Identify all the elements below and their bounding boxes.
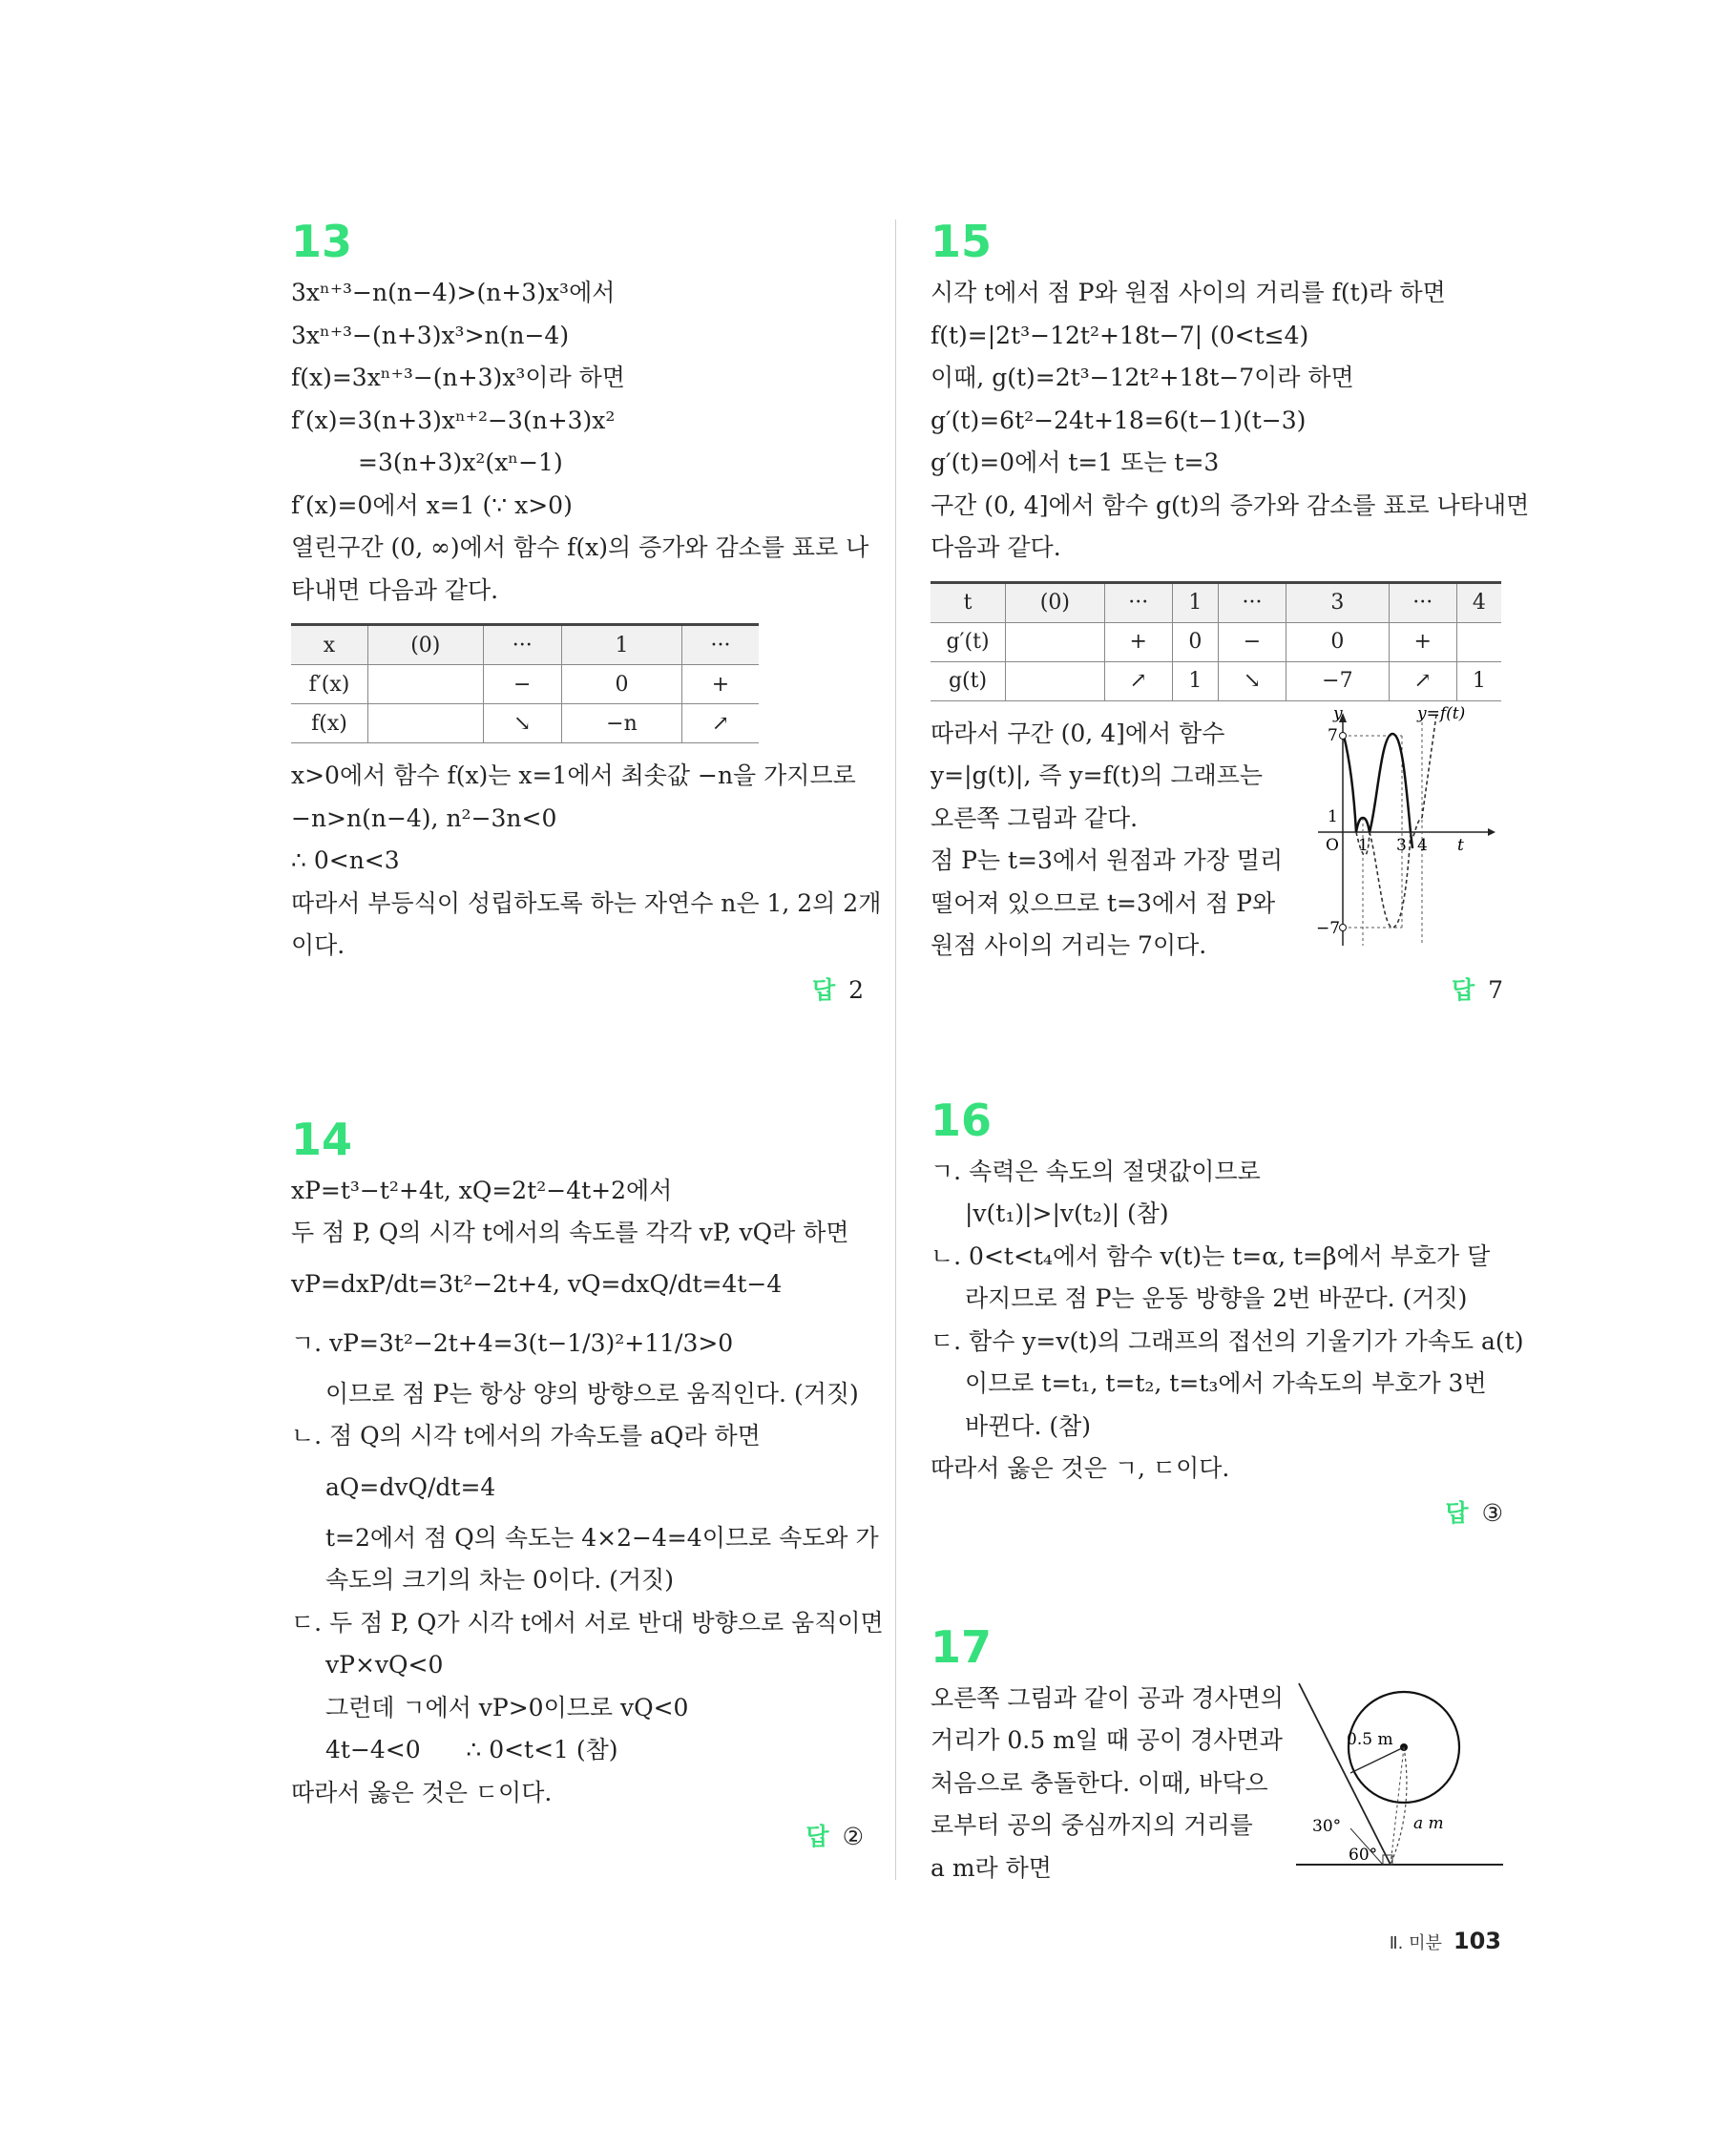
solution-line: x>0에서 함수 f(x)는 x=1에서 최솟값 −n을 가지므로 <box>291 762 856 789</box>
figure-label: 0.5 m <box>1347 1729 1393 1749</box>
solution-line: =3(n+3)x²(xⁿ−1) <box>358 449 563 476</box>
problem-15 <box>931 215 1530 1010</box>
solution-line: 떨어져 있으므로 t=3에서 점 P와 <box>931 888 1276 917</box>
graph-label: y <box>1333 704 1343 723</box>
solution-line: vP=dxP/dt=3t²−2t+4, vQ=dxQ/dt=4t−4 <box>291 1269 783 1298</box>
center-to-foot <box>1391 1747 1404 1865</box>
table-cell <box>1456 622 1501 661</box>
table-cell: + <box>1104 622 1172 661</box>
solution-line: 속도의 크기의 차는 0이다. (거짓) <box>325 1566 674 1594</box>
solution-line: g′(t)=0에서 t=1 또는 t=3 <box>931 449 1220 476</box>
table-cell <box>368 665 484 704</box>
variation-table <box>931 581 1501 701</box>
answer-label: 답 <box>805 1823 829 1850</box>
graph-label: 3 <box>1396 835 1407 855</box>
table-cell: 1 <box>1172 582 1218 622</box>
answer-value: 2 <box>848 975 864 1004</box>
figure-label: 60° <box>1349 1845 1378 1865</box>
table-cell: f(x) <box>291 704 368 743</box>
solution-line: ㄷ. 두 점 P, Q가 시각 t에서 서로 반대 방향으로 움직이면 <box>291 1608 884 1637</box>
table-cell: 0 <box>1286 622 1389 661</box>
table-cell: g′(t) <box>931 622 1006 661</box>
table-cell: g(t) <box>931 661 1006 700</box>
table-cell: x <box>291 625 368 665</box>
table-cell: ↗ <box>1104 661 1172 700</box>
table-cell: 1 <box>1172 661 1218 700</box>
solution-line: 따라서 옳은 것은 ㄱ, ㄷ이다. <box>931 1454 1230 1482</box>
table-cell: + <box>681 665 759 704</box>
table-cell <box>368 704 484 743</box>
solution-line: 3xⁿ⁺³−n(n−4)>(n+3)x³에서 <box>291 279 616 306</box>
solution-line: 거리가 0.5 m일 때 공이 경사면과 <box>931 1726 1283 1754</box>
page-footer <box>1390 1928 1501 1954</box>
graph-label: y=f(t) <box>1417 704 1466 723</box>
problem-number: 15 <box>931 216 993 267</box>
table-cell <box>1006 622 1105 661</box>
solution-line: 따라서 옳은 것은 ㄷ이다. <box>291 1778 553 1806</box>
page-number: 103 <box>1453 1928 1501 1954</box>
function-graph <box>1305 705 1505 953</box>
problem-number: 14 <box>291 1113 353 1165</box>
solution-line: 다음과 같다. <box>931 533 1061 561</box>
left-column <box>291 215 884 1856</box>
open-point <box>1340 924 1347 930</box>
answer-label: 답 <box>1445 1498 1469 1527</box>
solution-line: ㄱ. vP=3t²−2t+4=3(t−1/3)²+11/3>0 <box>291 1328 734 1357</box>
table-cell: 1 <box>561 625 681 665</box>
answer <box>931 1494 1503 1533</box>
solution-line: 구간 (0, 4]에서 함수 g(t)의 증가와 감소를 표로 나타내면 <box>931 490 1530 519</box>
solution-line: ㄴ. 0<t<t₄에서 함수 v(t)는 t=α, t=β에서 부호가 달 <box>931 1241 1491 1270</box>
solution-line: aQ=dvQ/dt=4 <box>325 1472 496 1501</box>
graph-dashed-tail <box>1422 715 1436 818</box>
solution-line: 열린구간 (0, ∞)에서 함수 f(x)의 증가와 감소를 표로 나 <box>291 533 869 561</box>
radius-line <box>1350 1747 1404 1773</box>
solution-line: 점 P는 t=3에서 원점과 가장 멀리 <box>931 846 1284 874</box>
solution-line: 처음으로 충돌한다. 이때, 바닥으 <box>931 1768 1268 1797</box>
table-cell: ··· <box>483 625 561 665</box>
graph-label: 4 <box>1417 835 1428 855</box>
solution-line: f′(x)=0에서 x=1 (∵ x>0) <box>291 490 573 519</box>
table-cell: 3 <box>1286 582 1389 622</box>
graph-label: −7 <box>1316 918 1341 938</box>
answer <box>291 971 864 1010</box>
solution-line: t=2에서 점 Q의 속도는 4×2−4=4이므로 속도와 가 <box>325 1523 879 1552</box>
table-cell: − <box>483 665 561 704</box>
column-divider <box>895 219 896 1880</box>
variation-table <box>291 623 759 743</box>
solution-line: g′(t)=6t²−24t+18=6(t−1)(t−3) <box>931 406 1307 434</box>
answer <box>291 1818 864 1856</box>
answer-value: ② <box>842 1823 864 1850</box>
solution-line: 이때, g(t)=2t³−12t²+18t−7이라 하면 <box>931 364 1354 391</box>
solution-line: 따라서 부등식이 성립하도록 하는 자연수 n은 1, 2의 2개 <box>291 888 882 917</box>
table-cell: (0) <box>1006 582 1105 622</box>
table-cell: − <box>1219 622 1286 661</box>
problem-16 <box>931 1094 1524 1533</box>
table-cell: ↗ <box>681 704 759 743</box>
answer-value: ③ <box>1481 1498 1503 1527</box>
t-axis-arrow <box>1488 828 1495 836</box>
answer-value: 7 <box>1488 975 1503 1004</box>
solution-line: 이므로 t=t₁, t=t₂, t=t₃에서 가속도의 부호가 3번 <box>965 1369 1487 1397</box>
solution-line: f(t)=|2t³−12t²+18t−7| (0<t≤4) <box>931 321 1309 349</box>
table-cell: ↗ <box>1389 661 1456 700</box>
solution-line: a m라 하면 <box>931 1853 1052 1882</box>
table-cell: 1 <box>1456 661 1501 700</box>
graph-label: 7 <box>1328 725 1338 745</box>
solution-line: 이므로 점 P는 항상 양의 방향으로 움직인다. (거짓) <box>325 1379 859 1408</box>
solution-line: y=|g(t)|, 즉 y=f(t)의 그래프는 <box>931 762 1264 789</box>
graph-solid-curve <box>1344 734 1412 848</box>
solution-line: f′(x)=3(n+3)xⁿ⁺²−3(n+3)x² <box>291 406 616 434</box>
table-cell: 4 <box>1456 582 1501 622</box>
table-cell: 0 <box>1172 622 1218 661</box>
problem-number: 16 <box>931 1094 993 1146</box>
table-cell: ··· <box>1104 582 1172 622</box>
chapter-label: Ⅱ. 미분 <box>1389 1933 1442 1953</box>
solution-line: xP=t³−t²+4t, xQ=2t²−4t+2에서 <box>291 1176 673 1204</box>
graph-label: O <box>1326 835 1339 855</box>
table-cell <box>1006 661 1105 700</box>
solution-line: 오른쪽 그림과 같이 공과 경사면의 <box>931 1683 1284 1712</box>
guide-verticals <box>1363 722 1422 946</box>
table-cell: (0) <box>368 625 484 665</box>
solution-line: 오른쪽 그림과 같다. <box>931 803 1139 832</box>
solution-line: 따라서 구간 (0, 4]에서 함수 <box>931 719 1225 747</box>
figure-label: a m <box>1413 1813 1444 1833</box>
table-cell: 0 <box>561 665 681 704</box>
figure-label: 30° <box>1312 1816 1342 1836</box>
table-cell: −7 <box>1286 661 1389 700</box>
slope-line <box>1299 1683 1391 1865</box>
ball-slope-figure <box>1291 1676 1506 1876</box>
graph-dashed-curve <box>1356 818 1422 928</box>
solution-line: f(x)=3xⁿ⁺³−(n+3)x³이라 하면 <box>291 364 625 391</box>
table-cell: ··· <box>681 625 759 665</box>
table-cell: ↘ <box>483 704 561 743</box>
solution-line: 4t−4<0 ∴ 0<t<1 (참) <box>325 1736 618 1763</box>
solution-line: 원점 사이의 거리는 7이다. <box>931 931 1207 959</box>
answer-label: 답 <box>811 975 836 1004</box>
solution-line: 두 점 P, Q의 시각 t에서의 속도를 각각 vP, vQ라 하면 <box>291 1219 849 1246</box>
problem-17 <box>931 1620 1503 1890</box>
graph-label: 1 <box>1358 835 1369 855</box>
solution-line: ㄷ. 함수 y=v(t)의 그래프의 접선의 기울기가 가속도 a(t) <box>931 1326 1524 1355</box>
table-cell: t <box>931 582 1006 622</box>
solution-line: vP×vQ<0 <box>325 1651 444 1679</box>
problem-number: 17 <box>931 1620 993 1673</box>
solution-line: 로부터 공의 중심까지의 거리를 <box>931 1811 1253 1839</box>
solution-line: |v(t₁)|>|v(t₂)| (참) <box>965 1200 1169 1227</box>
answer <box>931 971 1503 1010</box>
problem-number: 13 <box>291 216 353 267</box>
open-point <box>1340 732 1347 739</box>
solution-line: 타내면 다음과 같다. <box>291 575 499 604</box>
solution-line: −n>n(n−4), n²−3n<0 <box>291 803 557 832</box>
table-cell: ··· <box>1219 582 1286 622</box>
graph-label: 1 <box>1328 806 1338 826</box>
solution-line: 이다. <box>291 931 345 959</box>
answer-label: 답 <box>1451 975 1475 1004</box>
solution-line: 3xⁿ⁺³−(n+3)x³>n(n−4) <box>291 321 570 349</box>
table-cell: −n <box>561 704 681 743</box>
table-cell: ··· <box>1389 582 1456 622</box>
right-column <box>931 215 1530 1889</box>
graph-label: t <box>1457 835 1464 855</box>
table-cell: ↘ <box>1219 661 1286 700</box>
problem-13 <box>291 215 882 1010</box>
solution-line: ㄴ. 점 Q의 시각 t에서의 가속도를 aQ라 하면 <box>291 1422 761 1450</box>
problem-14 <box>291 1113 884 1857</box>
solution-line: 그런데 ㄱ에서 vP>0이므로 vQ<0 <box>325 1693 689 1721</box>
table-cell: f′(x) <box>291 665 368 704</box>
solution-line: 바뀐다. (참) <box>965 1411 1092 1440</box>
solution-line: 시각 t에서 점 P와 원점 사이의 거리를 f(t)라 하면 <box>931 279 1446 306</box>
table-cell: + <box>1389 622 1456 661</box>
solution-line: ∴ 0<n<3 <box>291 846 400 874</box>
solution-line: 라지므로 점 P는 운동 방향을 2번 바꾼다. (거짓) <box>965 1284 1468 1312</box>
solution-line: ㄱ. 속력은 속도의 절댓값이므로 <box>931 1157 1261 1185</box>
